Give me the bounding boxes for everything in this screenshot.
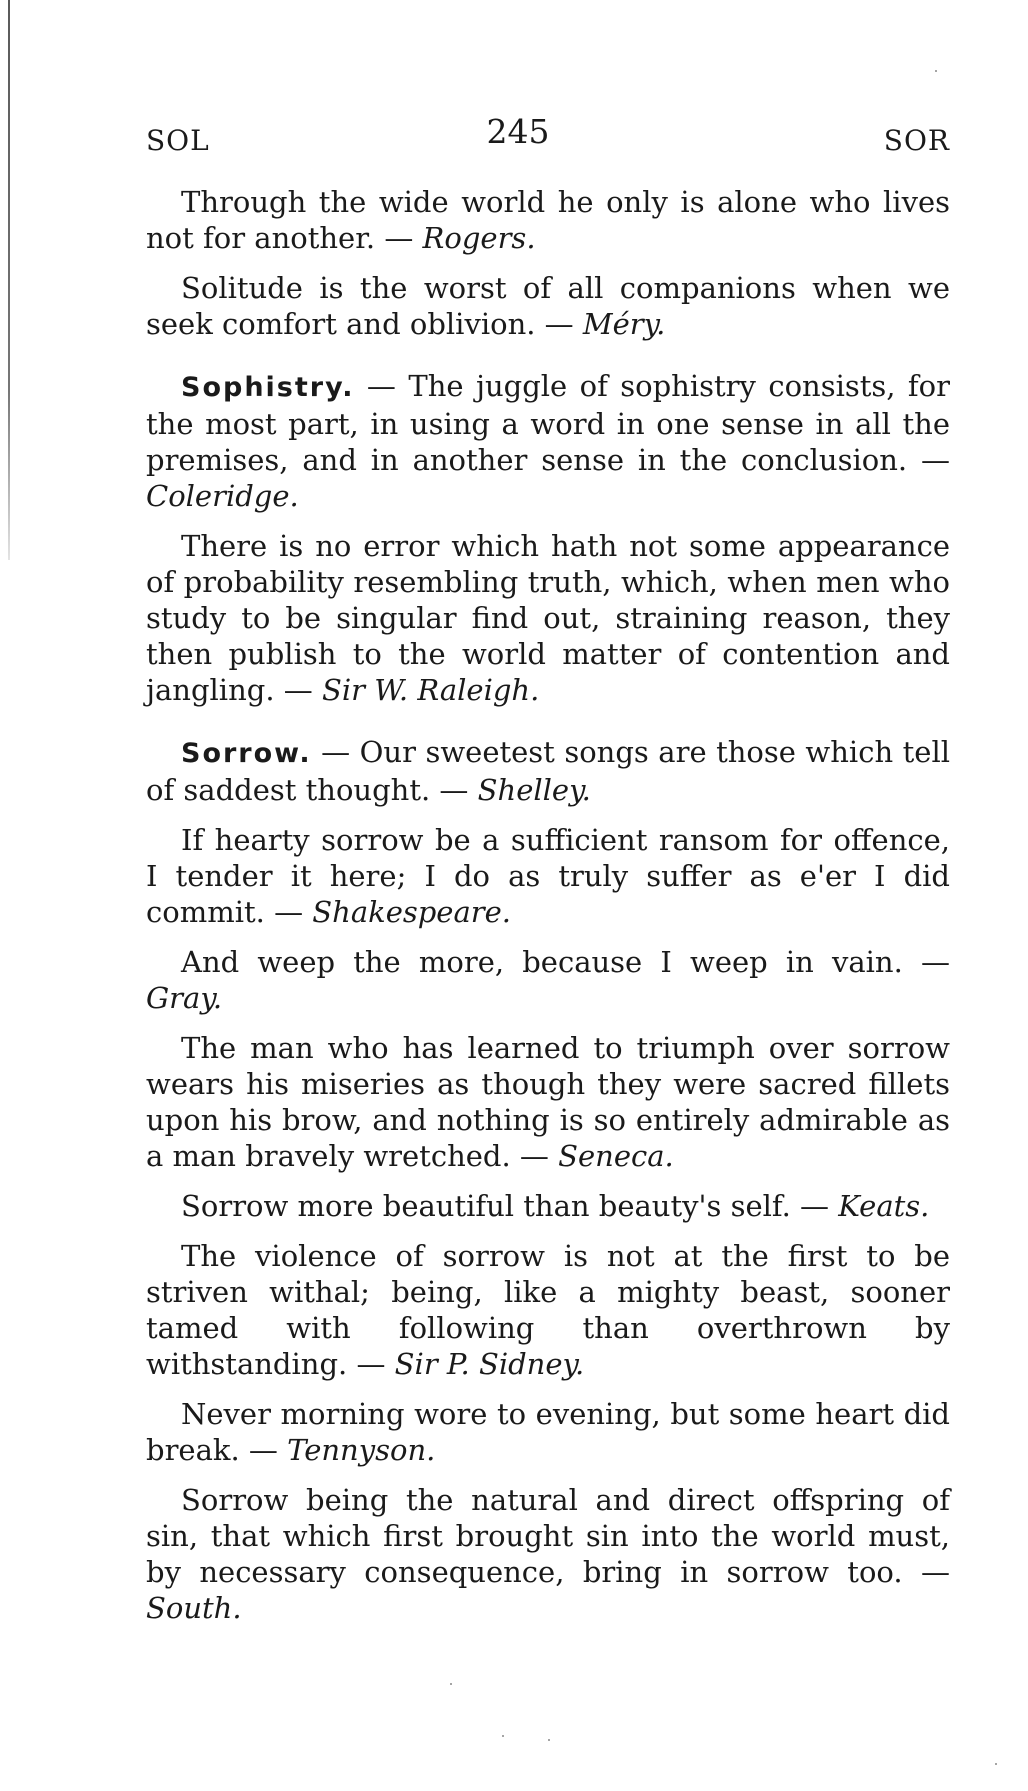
scan-edge-line (8, 0, 10, 560)
quote-author: Rogers. (422, 221, 536, 255)
quote-author: Coleridge. (146, 479, 299, 513)
quote-text: And weep the more, because I weep in vain. — (181, 945, 950, 979)
quotation (146, 1188, 950, 1224)
topic-entry-sorrow (146, 734, 950, 808)
topic-keyword: Sorrow. (181, 738, 312, 769)
quote-text: — Our sweetest songs are those which tell of saddest thought. — (146, 735, 950, 807)
quote-text: Never morning wore to evening, but some heart did break. — (146, 1397, 950, 1467)
quote-author: Seneca. (558, 1139, 674, 1173)
quotation (146, 944, 950, 1016)
quotation (146, 1396, 950, 1468)
header-left-guide-word: SOL (146, 124, 210, 157)
quotation (146, 1482, 950, 1626)
quote-author: Shakespeare. (312, 895, 512, 929)
header-right-guide-word: SOR (883, 124, 950, 157)
quotation (146, 270, 950, 342)
quote-text: If hearty sorrow be a sufficient ransom for offence, I tender it here; I do as truly suffer as e'er I did commit. — (146, 823, 950, 929)
quotation (146, 528, 950, 708)
quote-text: Sorrow more beautiful than beauty's self. — (181, 1189, 830, 1223)
page-body (146, 184, 950, 1640)
quote-text: Through the wide world he only is alone who lives not for another. — (146, 185, 950, 255)
page-number: 245 (486, 112, 550, 151)
quotation (146, 1030, 950, 1174)
quote-text: There is no error which hath not some appearance of probability resembling truth, which, when men who study to be singular find out, straining reason, they then publish to the world matter of contention and jangling. — (146, 529, 950, 707)
quote-author: Sir P. Sidney. (394, 1347, 585, 1381)
paper-speck (995, 1763, 997, 1765)
topic-entry-sophistry (146, 368, 950, 514)
paper-speck (450, 1683, 452, 1685)
quote-author: Sir W. Raleigh. (321, 673, 540, 707)
quote-author: Shelley. (477, 773, 591, 807)
quote-author: Tennyson. (287, 1433, 436, 1467)
topic-keyword: Sophistry. (181, 372, 355, 403)
quote-author: Méry. (582, 307, 666, 341)
quote-author: Gray. (146, 981, 223, 1015)
running-header (146, 112, 950, 162)
quote-text: — The juggle of sophistry consists, for the most part, in using a word in one sense in all the premises, and in another sense in the conclusion. — (146, 369, 950, 477)
quote-text: The man who has learned to triumph over sorrow wears his miseries as though they were sacred fillets upon his brow, and nothing is so entirely admirable as a man bravely wretched. — (146, 1031, 950, 1173)
paper-speck (502, 1735, 504, 1737)
quote-text: Sorrow being the natural and direct offspring of sin, that which first brought sin into the world must, by necessary consequence, bring in sorrow too. — (146, 1483, 950, 1589)
quote-text: Solitude is the worst of all companions when we seek comfort and oblivion. — (146, 271, 950, 341)
paper-speck (548, 1739, 550, 1741)
quotation (146, 822, 950, 930)
quotation (146, 1238, 950, 1382)
paper-speck (935, 70, 937, 72)
quote-text: The violence of sorrow is not at the first to be striven withal; being, like a mighty beast, sooner tamed with following than overthrown by withstanding. — (146, 1239, 950, 1381)
quote-author: South. (146, 1591, 242, 1625)
quote-author: Keats. (838, 1189, 930, 1223)
quotation (146, 184, 950, 256)
